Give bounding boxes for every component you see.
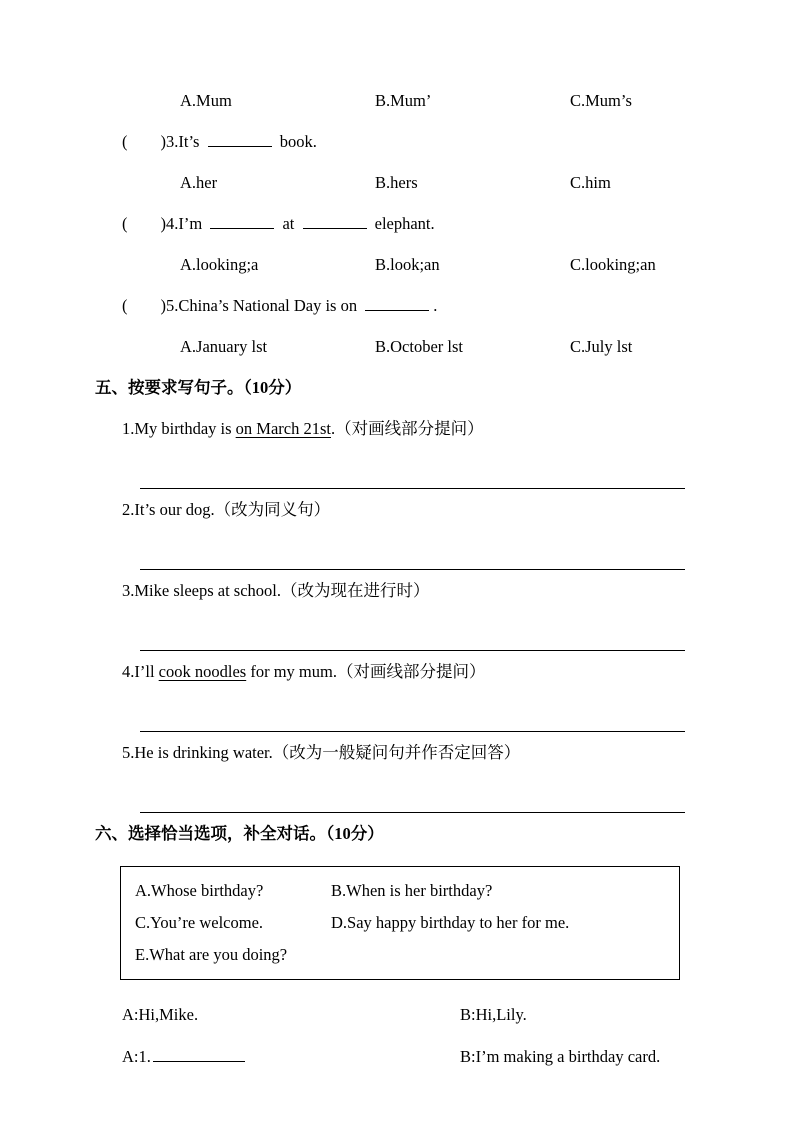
rewrite-item-4-underlined-part: cook noodles [158,662,247,681]
rewrite-item-5-pre: 5.He is drinking water.（改为一般疑问句并作否定回答） [122,743,521,762]
question-5-stem [95,285,745,326]
question-2-option-c: C.Mum’s [570,91,632,110]
dialogue-lines [95,994,745,1078]
rewrite-item-2-answer-line [140,530,685,570]
rewrite-item-2-pre: 2.It’s our dog.（改为同义句） [122,500,331,519]
question-3-stem-pre: ( )3.It’s [122,132,204,151]
question-5-stem-pre: ( )5.China’s National Day is on [122,296,362,315]
question-3-option-a: A.her [180,173,218,192]
rewrite-item-2 [95,489,745,570]
question-2-option-a: A.Mum [180,91,232,110]
rewrite-item-3-text [95,570,745,611]
rewrite-item-5-text [95,732,745,773]
question-3-option-b: B.hers [375,173,418,192]
rewrite-item-1-underlined-part: on March 21st [235,419,331,438]
dialogue-a-greeting: A:Hi,Mike. [122,1005,199,1024]
question-5-stem-post: . [433,296,438,315]
rewrite-item-1-text [95,408,745,449]
question-4-fill-blank-2 [303,212,367,229]
rewrite-item-4 [95,651,745,732]
choice-d: D.Say happy birthday to her for me. [331,913,570,932]
rewrite-item-1 [95,408,745,489]
section-6-heading: 六、选择恰当选项，补全对话。（10分） [95,824,384,843]
rewrite-item-1-answer-line [140,449,685,489]
rewrite-item-2-text [95,489,745,530]
choice-a: A.Whose birthday? [135,881,264,900]
choice-c: C.You’re welcome. [135,913,264,932]
question-3-stem [95,121,745,162]
dialogue-b-line-1: B:I’m making a birthday card. [460,1047,661,1066]
choice-e: E.What are you doing? [135,945,288,964]
question-5-option-c: C.July lst [570,337,633,356]
rewrite-item-5 [95,732,745,813]
question-3-options-row [95,162,745,203]
question-3-option-c: C.him [570,173,611,192]
dialogue-a-line-1 [122,1036,460,1078]
rewrite-item-3-answer-line [140,611,685,651]
dialogue-b-greeting: B:Hi,Lily. [460,1005,527,1024]
question-3-fill-blank [208,130,272,147]
choice-b: B.When is her birthday? [331,881,493,900]
question-4-fill-blank-1 [210,212,274,229]
multiple-choice-section [95,80,745,367]
rewrite-item-5-answer-line [140,773,685,813]
rewrite-item-4-pre: 4.I’ll [122,662,159,681]
question-5-options-row [95,326,745,367]
choices-box-row-1 [135,875,669,907]
question-4-stem-post: elephant. [370,214,435,233]
rewrite-item-3 [95,570,745,651]
question-3-stem-post: book. [275,132,317,151]
question-4-option-a: A.looking;a [180,255,259,274]
question-4-stem [95,203,745,244]
dialogue-choices-box [120,866,680,980]
question-5-fill-blank [365,294,429,311]
dialogue-answer-blank-1 [153,1045,245,1062]
choices-box-row-2 [135,907,669,939]
question-4-options-row [95,244,745,285]
rewrite-item-3-pre: 3.Mike sleeps at school.（改为现在进行时） [122,581,430,600]
dialogue-row-1 [95,994,745,1036]
dialogue-a-line-1-label: A:1. [122,1047,151,1066]
question-2-option-b: B.Mum’ [375,91,432,110]
question-5-option-b: B.October lst [375,337,463,356]
rewrite-item-1-pre: 1.My birthday is [122,419,236,438]
question-2-options-row [95,80,745,121]
question-4-stem-mid: at [278,214,299,233]
choices-box-row-3 [135,939,669,971]
question-4-option-c: C.looking;an [570,255,656,274]
section-5-heading: 五、按要求写句子。（10分） [95,378,302,397]
section-5-rewrite-sentences [95,367,745,813]
question-5-option-a: A.January lst [180,337,268,356]
section-6-complete-dialogue [95,813,745,1078]
question-4-stem-pre: ( )4.I’m [122,214,207,233]
rewrite-item-4-answer-line [140,692,685,732]
dialogue-row-2 [95,1036,745,1078]
rewrite-item-4-post: for my mum.（对画线部分提问） [246,662,486,681]
question-4-option-b: B.look;an [375,255,440,274]
rewrite-item-1-post: .（对画线部分提问） [331,419,484,438]
rewrite-item-4-text [95,651,745,692]
